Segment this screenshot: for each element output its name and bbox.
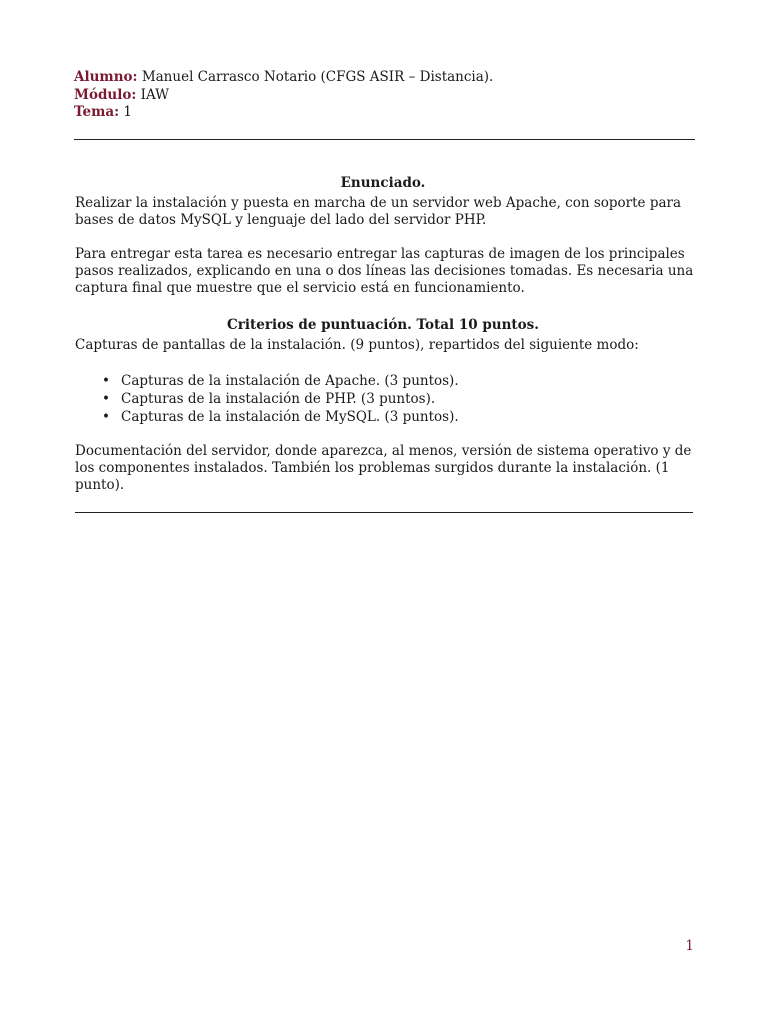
- module-value: IAW: [140, 86, 170, 103]
- bullet-icon: •: [102, 373, 110, 389]
- statement-paragraph-1: Realizar la instalación y puesta en marcha de un servidor web Apache, con soporte para bases de datos MySQL y lenguaje del lado del servidor PHP.: [75, 195, 682, 228]
- student-value: Manuel Carrasco Notario (CFGS ASIR – Distancia).: [141, 69, 494, 85]
- list-item-text: Capturas de la instalación de MySQL. (3 puntos).: [121, 409, 459, 425]
- module-row: [74, 87, 493, 105]
- footer-divider: [75, 512, 693, 513]
- list-item: [75, 372, 459, 390]
- list-item-text: Capturas de la instalación de PHP. (3 puntos).: [121, 391, 436, 407]
- topic-value: 1: [123, 104, 132, 120]
- documentation-paragraph: Documentación del servidor, donde aparezca, al menos, versión de sistema operativo y de los componentes instalados. También los problemas surgidos durante la instalación. (1 punto).: [75, 443, 692, 493]
- document-header: [74, 69, 493, 122]
- topic-row: [74, 104, 493, 122]
- header-divider: [74, 139, 695, 140]
- list-item: [75, 390, 459, 408]
- bullet-icon: •: [102, 391, 110, 407]
- criteria-intro: Capturas de pantallas de la instalación. (9 puntos), repartidos del siguiente modo:: [75, 337, 639, 353]
- criteria-title: Criterios de puntuación. Total 10 puntos.: [227, 317, 539, 333]
- topic-label: Tema:: [74, 104, 120, 120]
- module-label: Módulo:: [74, 86, 137, 103]
- student-row: [74, 69, 493, 87]
- statement-title: Enunciado.: [340, 175, 426, 191]
- page-number: 1: [685, 938, 694, 954]
- statement-paragraph-2: Para entregar esta tarea es necesario entregar las capturas de imagen de los principales pasos realizados, explicando en una o dos líneas las decisiones tomadas. Es necesaria una captura final que muestre que el servicio está en funcionamiento.: [75, 246, 694, 296]
- student-label: Alumno:: [74, 69, 138, 85]
- criteria-list: [75, 372, 459, 426]
- list-item-text: Capturas de la instalación de Apache. (3 puntos).: [121, 373, 459, 389]
- bullet-icon: •: [102, 409, 110, 425]
- list-item: [75, 408, 459, 426]
